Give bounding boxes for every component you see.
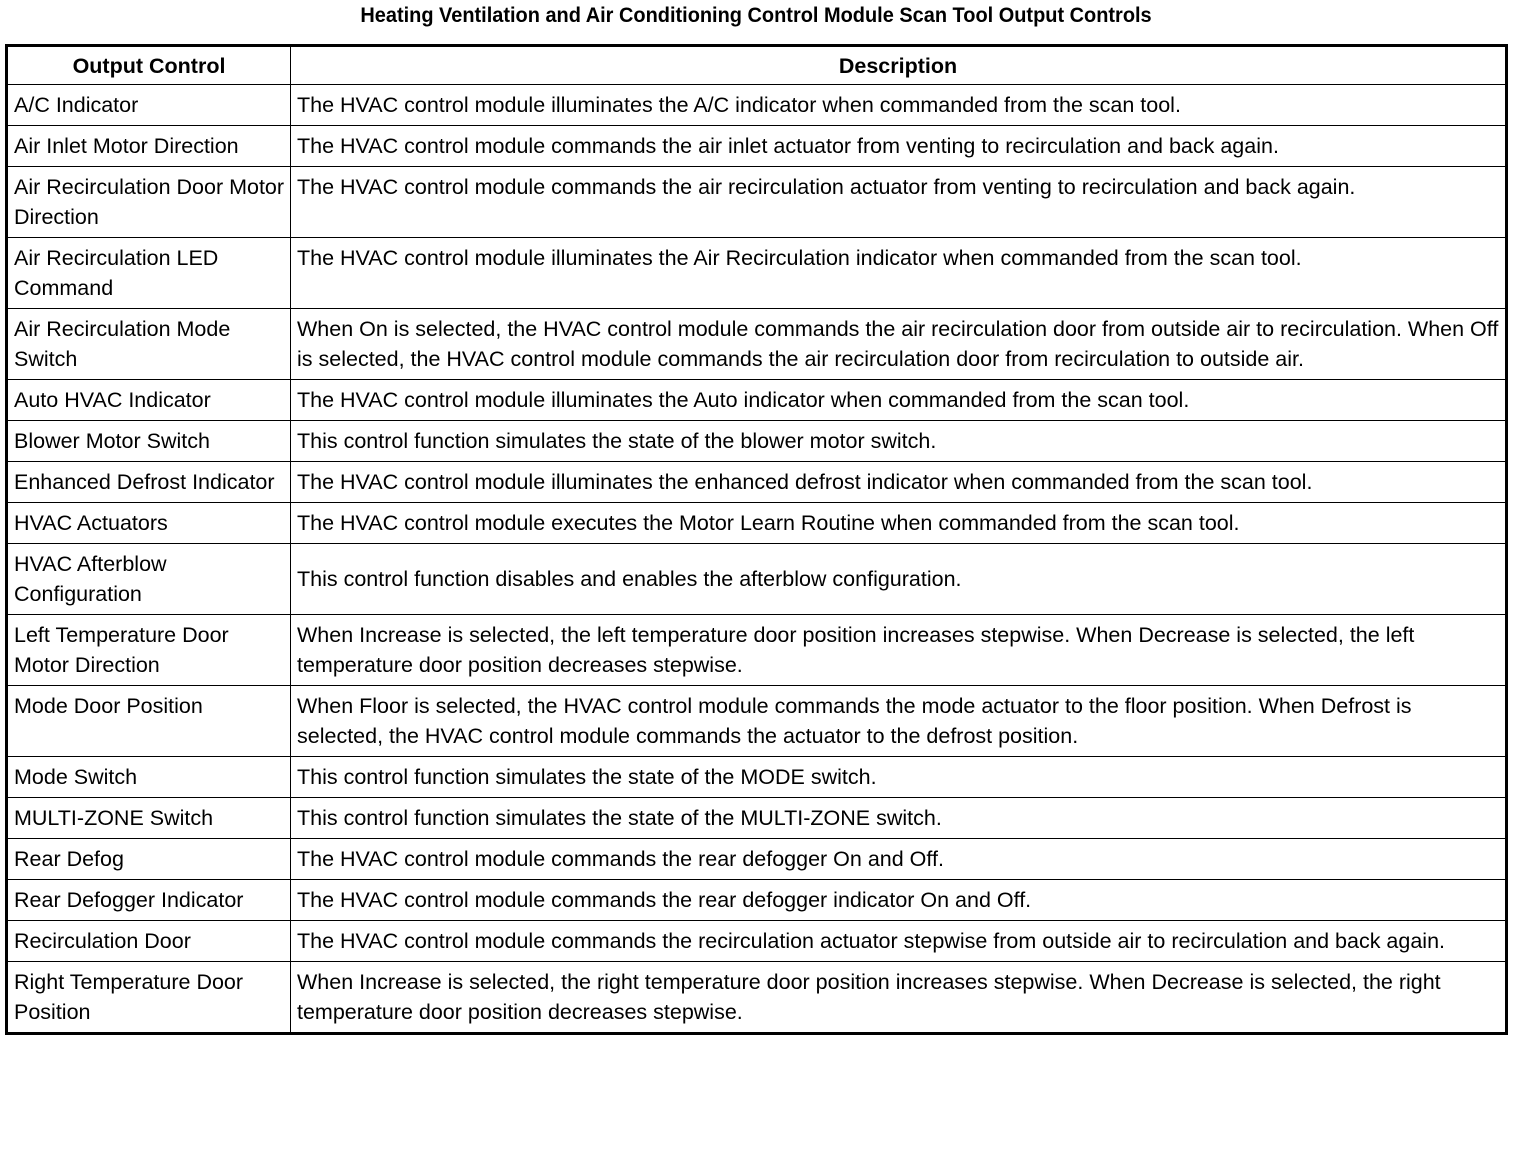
description-cell: This control function simulates the state of the MODE switch.	[291, 757, 1507, 798]
output-control-cell: Mode Door Position	[7, 686, 291, 757]
table-row	[7, 238, 1507, 309]
description-cell: This control function simulates the state of the blower motor switch.	[291, 421, 1507, 462]
description-cell: When Floor is selected, the HVAC control module commands the mode actuator to the floor position. When Defrost is selected, the HVAC control module commands the actuator to the defrost position.	[291, 686, 1507, 757]
description-cell: The HVAC control module commands the rear defogger On and Off.	[291, 839, 1507, 880]
table-row	[7, 757, 1507, 798]
output-control-cell: Air Inlet Motor Direction	[7, 126, 291, 167]
description-cell: The HVAC control module illuminates the Auto indicator when commanded from the scan tool.	[291, 380, 1507, 421]
output-control-cell: HVAC Actuators	[7, 503, 291, 544]
output-control-cell: MULTI-ZONE Switch	[7, 798, 291, 839]
output-control-cell: A/C Indicator	[7, 85, 291, 126]
output-control-cell: Recirculation Door	[7, 921, 291, 962]
description-cell: This control function simulates the state of the MULTI-ZONE switch.	[291, 798, 1507, 839]
output-control-cell: Right Temperature Door Position	[7, 962, 291, 1034]
description-cell: When On is selected, the HVAC control module commands the air recirculation door from outside air to recirculation. When Off is selected, the HVAC control module commands the air recirculation door from recirculation to outside air.	[291, 309, 1507, 380]
description-cell: The HVAC control module commands the rear defogger indicator On and Off.	[291, 880, 1507, 921]
table-row	[7, 421, 1507, 462]
description-cell: The HVAC control module illuminates the Air Recirculation indicator when commanded from the scan tool.	[291, 238, 1507, 309]
description-cell: The HVAC control module illuminates the enhanced defrost indicator when commanded from the scan tool.	[291, 462, 1507, 503]
table-row	[7, 686, 1507, 757]
header-description: Description	[291, 46, 1507, 85]
description-cell: This control function disables and enables the afterblow configuration.	[291, 544, 1507, 615]
description-cell: The HVAC control module illuminates the A/C indicator when commanded from the scan tool.	[291, 85, 1507, 126]
table-row	[7, 962, 1507, 1034]
table-row	[7, 544, 1507, 615]
output-control-cell: Blower Motor Switch	[7, 421, 291, 462]
output-control-cell: Air Recirculation Door Motor Direction	[7, 167, 291, 238]
table-row	[7, 615, 1507, 686]
table-row	[7, 921, 1507, 962]
output-control-cell: Enhanced Defrost Indicator	[7, 462, 291, 503]
description-cell: The HVAC control module commands the recirculation actuator stepwise from outside air to recirculation and back again.	[291, 921, 1507, 962]
output-controls-table	[5, 44, 1508, 1035]
output-control-cell: Left Temperature Door Motor Direction	[7, 615, 291, 686]
output-control-cell: HVAC Afterblow Configuration	[7, 544, 291, 615]
table-row	[7, 167, 1507, 238]
table-row	[7, 462, 1507, 503]
description-cell: When Increase is selected, the right temperature door position increases stepwise. When Decrease is selected, the right temperature door position decreases stepwise.	[291, 962, 1507, 1034]
description-cell: When Increase is selected, the left temperature door position increases stepwise. When Decrease is selected, the left temperature door position decreases stepwise.	[291, 615, 1507, 686]
table-row	[7, 839, 1507, 880]
header-output-control: Output Control	[7, 46, 291, 85]
output-control-cell: Rear Defog	[7, 839, 291, 880]
table-row	[7, 380, 1507, 421]
table-row	[7, 503, 1507, 544]
output-control-cell: Auto HVAC Indicator	[7, 380, 291, 421]
table-row	[7, 126, 1507, 167]
table-row	[7, 798, 1507, 839]
table-title: Heating Ventilation and Air Conditioning Control Module Scan Tool Output Controls	[360, 4, 1152, 27]
table-row	[7, 85, 1507, 126]
output-control-cell: Air Recirculation Mode Switch	[7, 309, 291, 380]
output-control-cell: Air Recirculation LED Command	[7, 238, 291, 309]
output-control-cell: Rear Defogger Indicator	[7, 880, 291, 921]
description-cell: The HVAC control module commands the air inlet actuator from venting to recirculation and back again.	[291, 126, 1507, 167]
table-row	[7, 309, 1507, 380]
output-control-cell: Mode Switch	[7, 757, 291, 798]
table-row	[7, 880, 1507, 921]
header-row	[7, 46, 1507, 85]
description-cell: The HVAC control module executes the Motor Learn Routine when commanded from the scan tool.	[291, 503, 1507, 544]
description-cell: The HVAC control module commands the air recirculation actuator from venting to recirculation and back again.	[291, 167, 1507, 238]
